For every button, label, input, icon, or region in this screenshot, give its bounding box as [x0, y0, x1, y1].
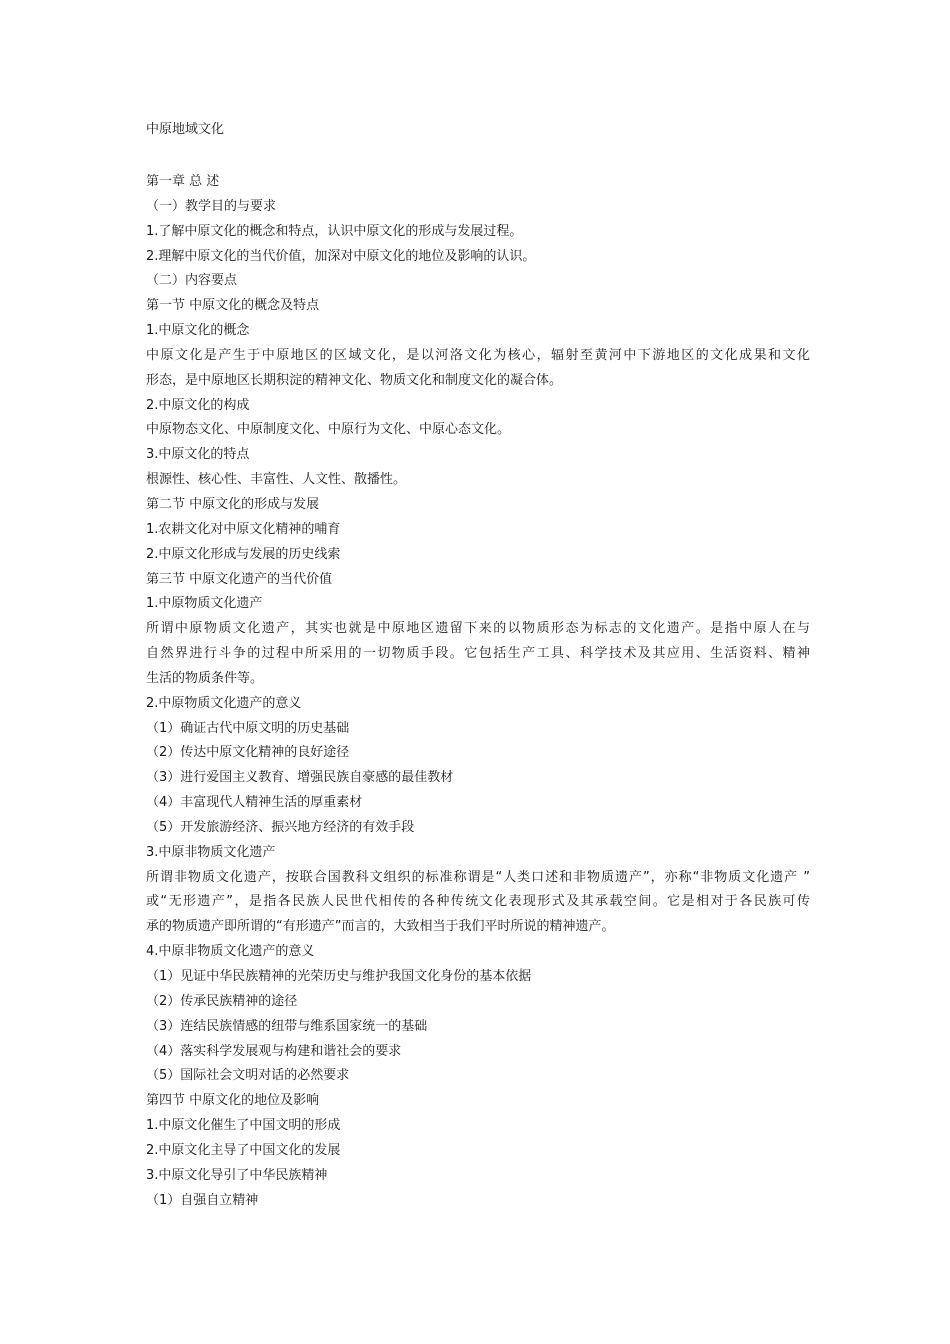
- subsection-heading: 第三节 中原文化遗产的当代价值: [146, 571, 333, 587]
- item-heading: 2.中原文化形成与发展的历史线索: [146, 546, 341, 562]
- list-item: （3）连结民族情感的纽带与维系国家统一的基础: [146, 1018, 428, 1034]
- document-body: [146, 170, 810, 1213]
- list-item: （5）开发旅游经济、振兴地方经济的有效手段: [146, 819, 415, 835]
- item-heading: 3.中原文化的特点: [146, 447, 250, 463]
- paragraph-line: 或“无形遗产”，是指各民族人民世代相传的各种传统文化表现形式及其承载空间。它是相对于各民族可传: [146, 894, 810, 910]
- item-heading: 2.中原文化的构成: [146, 397, 250, 413]
- list-item: （1）自强自立精神: [146, 1192, 259, 1208]
- list-item: （1）见证中华民族精神的光荣历史与维护我国文化身份的基本依据: [146, 969, 532, 984]
- paragraph-line: 中原文化是产生于中原地区的区域文化，是以河洛文化为核心，辐射至黄河中下游地区的文化成果和文化: [146, 347, 810, 363]
- item-heading: 3.中原文化导引了中华民族精神: [146, 1167, 328, 1183]
- paragraph-line: 所谓中原物质文化遗产，其实也就是中原地区遗留下来的以物质形态为标志的文化遗产。是指中原人在与: [146, 621, 810, 637]
- paragraph-line: 形态，是中原地区长期积淀的精神文化、物质文化和制度文化的凝合体。: [146, 372, 563, 388]
- list-item: （4）落实科学发展观与构建和谐社会的要求: [146, 1043, 402, 1059]
- document-title: 中原地域文化: [146, 122, 225, 137]
- list-item: （1）确证古代中原文明的历史基础: [146, 720, 350, 736]
- item-heading: 4.中原非物质文化遗产的意义: [146, 944, 315, 960]
- list-item: （4）丰富现代人精神生活的厚重素材: [146, 795, 363, 811]
- list-item: （2）传承民族精神的途径: [146, 993, 298, 1009]
- subsection-heading: 第一节 中原文化的概念及特点: [146, 298, 320, 314]
- paragraph-line: 中原物态文化、中原制度文化、中原行为文化、中原心态文化。: [146, 422, 511, 438]
- item-heading: 1.农耕文化对中原文化精神的哺育: [146, 521, 341, 537]
- paragraph-line: 根源性、核心性、丰富性、人文性、散播性。: [146, 472, 407, 488]
- subsection-heading: 第四节 中原文化的地位及影响: [146, 1093, 320, 1109]
- list-item: （3）进行爱国主义教育、增强民族自豪感的最佳教材: [146, 770, 454, 786]
- list-item: 1.了解中原文化的概念和特点，认识中原文化的形成与发展过程。: [146, 223, 523, 239]
- paragraph-line: 生活的物质条件等。: [146, 670, 264, 686]
- item-heading: 2.中原物质文化遗产的意义: [146, 695, 302, 711]
- item-heading: 1.中原文化催生了中国文明的形成: [146, 1118, 341, 1134]
- subsection-heading: 第二节 中原文化的形成与发展: [146, 496, 320, 512]
- list-item: （2）传达中原文化精神的良好途径: [146, 745, 350, 761]
- list-item: （5）国际社会文明对话的必然要求: [146, 1068, 350, 1084]
- chapter-heading: 第一章 总 述: [146, 174, 220, 189]
- paragraph-line: 承的物质遗产即所谓的“有形遗产”而言的，大致相当于我们平时所说的精神遗产。: [146, 919, 615, 935]
- paragraph-line: 自然界进行斗争的过程中所采用的一切物质手段。它包括生产工具、科学技术及其应用、生活资料、精神: [146, 646, 810, 662]
- section-heading: （二）内容要点: [146, 273, 238, 289]
- item-heading: 2.中原文化主导了中国文化的发展: [146, 1142, 341, 1158]
- item-heading: 1.中原物质文化遗产: [146, 596, 263, 612]
- paragraph-line: 所谓非物质文化遗产，按联合国教科文组织的标准称谓是“人类口述和非物质遗产”，亦称“非物质文化遗产 ”: [146, 869, 810, 885]
- item-heading: 1.中原文化的概念: [146, 323, 250, 339]
- list-item: 2.理解中原文化的当代价值，加深对中原文化的地位及影响的认识。: [146, 248, 536, 264]
- section-heading: （一）教学目的与要求: [146, 198, 277, 214]
- item-heading: 3.中原非物质文化遗产: [146, 844, 276, 860]
